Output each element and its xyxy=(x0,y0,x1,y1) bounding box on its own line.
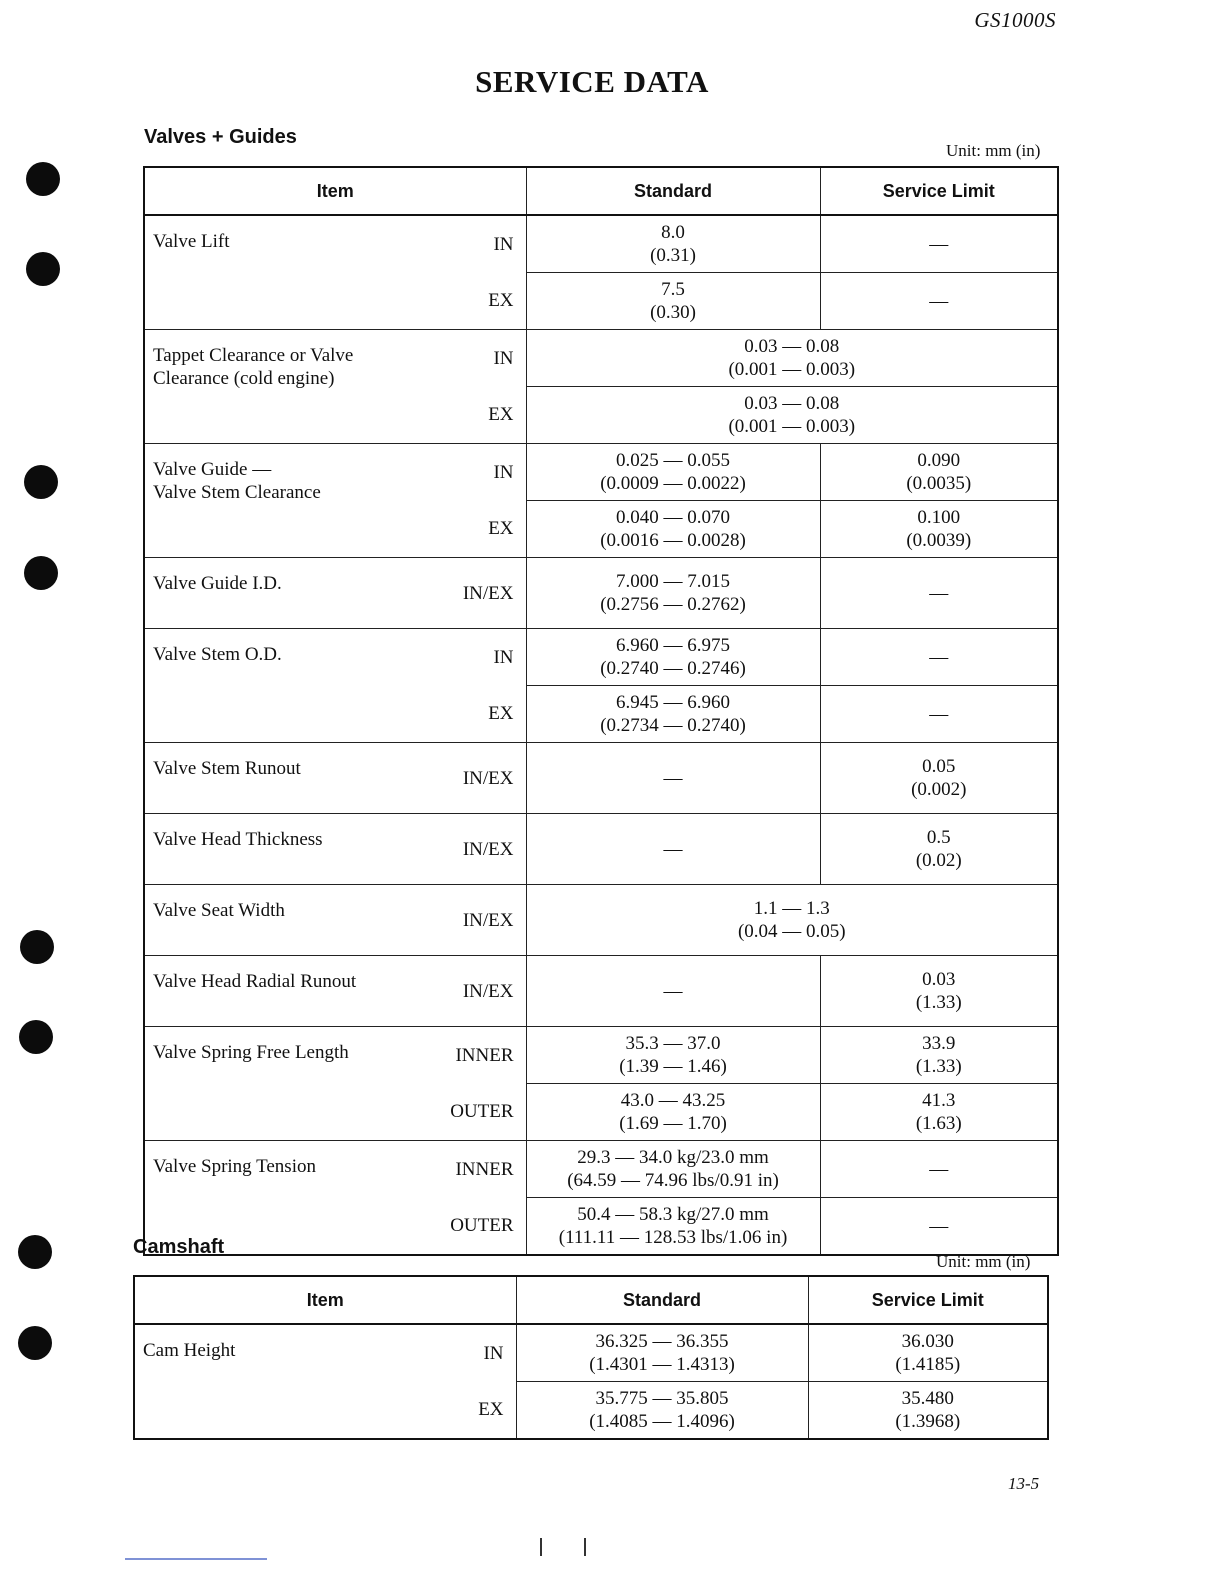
valves-unit-note: Unit: mm (in) xyxy=(946,141,1041,160)
item-sub-label: IN/EX xyxy=(428,558,526,629)
service-limit-value: 0.03 (1.33) xyxy=(820,956,1058,1027)
service-limit-value: 0.100 (0.0039) xyxy=(820,501,1058,558)
binder-hole xyxy=(24,556,58,590)
binder-hole xyxy=(26,162,60,196)
item-label: Valve Seat Width xyxy=(144,885,428,956)
standard-value: 7.000 — 7.015 (0.2756 — 0.2762) xyxy=(526,558,820,629)
camshaft-table xyxy=(133,1275,1049,1440)
standard-value: — xyxy=(526,814,820,885)
standard-value: — xyxy=(526,956,820,1027)
combined-value: 0.03 — 0.08 (0.001 — 0.003) xyxy=(526,387,1058,444)
standard-value: 0.025 — 0.055 (0.0009 — 0.0022) xyxy=(526,444,820,501)
standard-value: 8.0 (0.31) xyxy=(526,215,820,273)
scan-mark xyxy=(584,1538,586,1556)
item-sub-label: EX xyxy=(418,1382,516,1440)
table-row xyxy=(144,558,1058,629)
table-row xyxy=(144,215,1058,273)
column-header-service-limit: Service Limit xyxy=(820,167,1058,215)
table-row xyxy=(144,885,1058,956)
table-row xyxy=(144,629,1058,686)
standard-value: 0.040 — 0.070 (0.0016 — 0.0028) xyxy=(526,501,820,558)
scan-mark xyxy=(125,1558,267,1560)
standard-value: 36.325 — 36.355 (1.4301 — 1.4313) xyxy=(516,1324,808,1382)
page-number: 13-5 xyxy=(1008,1474,1040,1493)
service-limit-value: 36.030 (1.4185) xyxy=(808,1324,1048,1382)
item-label: Valve Stem Runout xyxy=(144,743,428,814)
item-sub-label: IN xyxy=(428,629,526,686)
binder-hole xyxy=(26,252,60,286)
item-label: Valve Guide — Valve Stem Clearance xyxy=(144,444,428,558)
item-sub-label: EX xyxy=(428,501,526,558)
item-sub-label: IN xyxy=(428,215,526,273)
service-limit-value: 0.05 (0.002) xyxy=(820,743,1058,814)
table-row xyxy=(144,330,1058,387)
table-row xyxy=(144,1141,1058,1198)
model-code: GS1000S xyxy=(974,8,1056,32)
item-label: Valve Spring Free Length xyxy=(144,1027,428,1141)
table-row xyxy=(144,814,1058,885)
item-sub-label: OUTER xyxy=(428,1084,526,1141)
combined-value: 0.03 — 0.08 (0.001 — 0.003) xyxy=(526,330,1058,387)
valves-guides-table xyxy=(143,166,1059,1256)
item-sub-label: OUTER xyxy=(428,1198,526,1256)
item-sub-label: IN xyxy=(428,444,526,501)
camshaft-unit-note: Unit: mm (in) xyxy=(936,1252,1031,1271)
item-label: Valve Lift xyxy=(144,215,428,330)
item-label: Cam Height xyxy=(134,1324,418,1439)
item-label: Valve Guide I.D. xyxy=(144,558,428,629)
item-label: Valve Head Thickness xyxy=(144,814,428,885)
standard-value: — xyxy=(526,743,820,814)
item-label: Valve Stem O.D. xyxy=(144,629,428,743)
table-row xyxy=(144,956,1058,1027)
binder-hole xyxy=(24,465,58,499)
service-limit-value: — xyxy=(820,215,1058,273)
standard-value: 6.960 — 6.975 (0.2740 — 0.2746) xyxy=(526,629,820,686)
item-label: Tappet Clearance or Valve Clearance (cold engine) xyxy=(144,330,428,444)
column-header-item: Item xyxy=(144,167,526,215)
item-sub-label: IN/EX xyxy=(428,814,526,885)
column-header-item: Item xyxy=(134,1276,516,1324)
standard-value: 6.945 — 6.960 (0.2734 — 0.2740) xyxy=(526,686,820,743)
service-limit-value: 35.480 (1.3968) xyxy=(808,1382,1048,1440)
binder-hole xyxy=(18,1235,52,1269)
column-header-standard: Standard xyxy=(526,167,820,215)
table-row xyxy=(144,444,1058,501)
column-header-standard: Standard xyxy=(516,1276,808,1324)
service-limit-value: — xyxy=(820,686,1058,743)
valves-section-title: Valves + Guides xyxy=(144,126,297,148)
standard-value: 29.3 — 34.0 kg/23.0 mm (64.59 — 74.96 lbs/0.91 in) xyxy=(526,1141,820,1198)
service-limit-value: 33.9 (1.33) xyxy=(820,1027,1058,1084)
service-limit-value: 41.3 (1.63) xyxy=(820,1084,1058,1141)
camshaft-section-title: Camshaft xyxy=(133,1236,225,1258)
combined-value: 1.1 — 1.3 (0.04 — 0.05) xyxy=(526,885,1058,956)
service-limit-value: — xyxy=(820,1198,1058,1256)
table-row xyxy=(144,743,1058,814)
service-limit-value: 0.090 (0.0035) xyxy=(820,444,1058,501)
item-sub-label: EX xyxy=(428,686,526,743)
scan-mark xyxy=(540,1538,542,1556)
binder-hole xyxy=(20,930,54,964)
service-limit-value: — xyxy=(820,558,1058,629)
service-limit-value: — xyxy=(820,273,1058,330)
binder-hole xyxy=(19,1020,53,1054)
service-limit-value: — xyxy=(820,1141,1058,1198)
column-header-service-limit: Service Limit xyxy=(808,1276,1048,1324)
standard-value: 50.4 — 58.3 kg/27.0 mm (111.11 — 128.53 lbs/1.06 in) xyxy=(526,1198,820,1256)
item-label: Valve Spring Tension xyxy=(144,1141,428,1256)
item-sub-label: IN xyxy=(418,1324,516,1382)
item-label: Valve Head Radial Runout xyxy=(144,956,428,1027)
item-sub-label: EX xyxy=(428,387,526,444)
standard-value: 7.5 (0.30) xyxy=(526,273,820,330)
item-sub-label: INNER xyxy=(428,1027,526,1084)
service-limit-value: 0.5 (0.02) xyxy=(820,814,1058,885)
item-sub-label: IN/EX xyxy=(428,956,526,1027)
standard-value: 43.0 — 43.25 (1.69 — 1.70) xyxy=(526,1084,820,1141)
binder-hole xyxy=(18,1326,52,1360)
item-sub-label: EX xyxy=(428,273,526,330)
item-sub-label: IN/EX xyxy=(428,743,526,814)
item-sub-label: IN xyxy=(428,330,526,387)
page-title: SERVICE DATA xyxy=(475,64,709,99)
item-sub-label: IN/EX xyxy=(428,885,526,956)
item-sub-label: INNER xyxy=(428,1141,526,1198)
table-row xyxy=(144,1027,1058,1084)
table-row xyxy=(134,1324,1048,1382)
service-limit-value: — xyxy=(820,629,1058,686)
standard-value: 35.3 — 37.0 (1.39 — 1.46) xyxy=(526,1027,820,1084)
standard-value: 35.775 — 35.805 (1.4085 — 1.4096) xyxy=(516,1382,808,1440)
